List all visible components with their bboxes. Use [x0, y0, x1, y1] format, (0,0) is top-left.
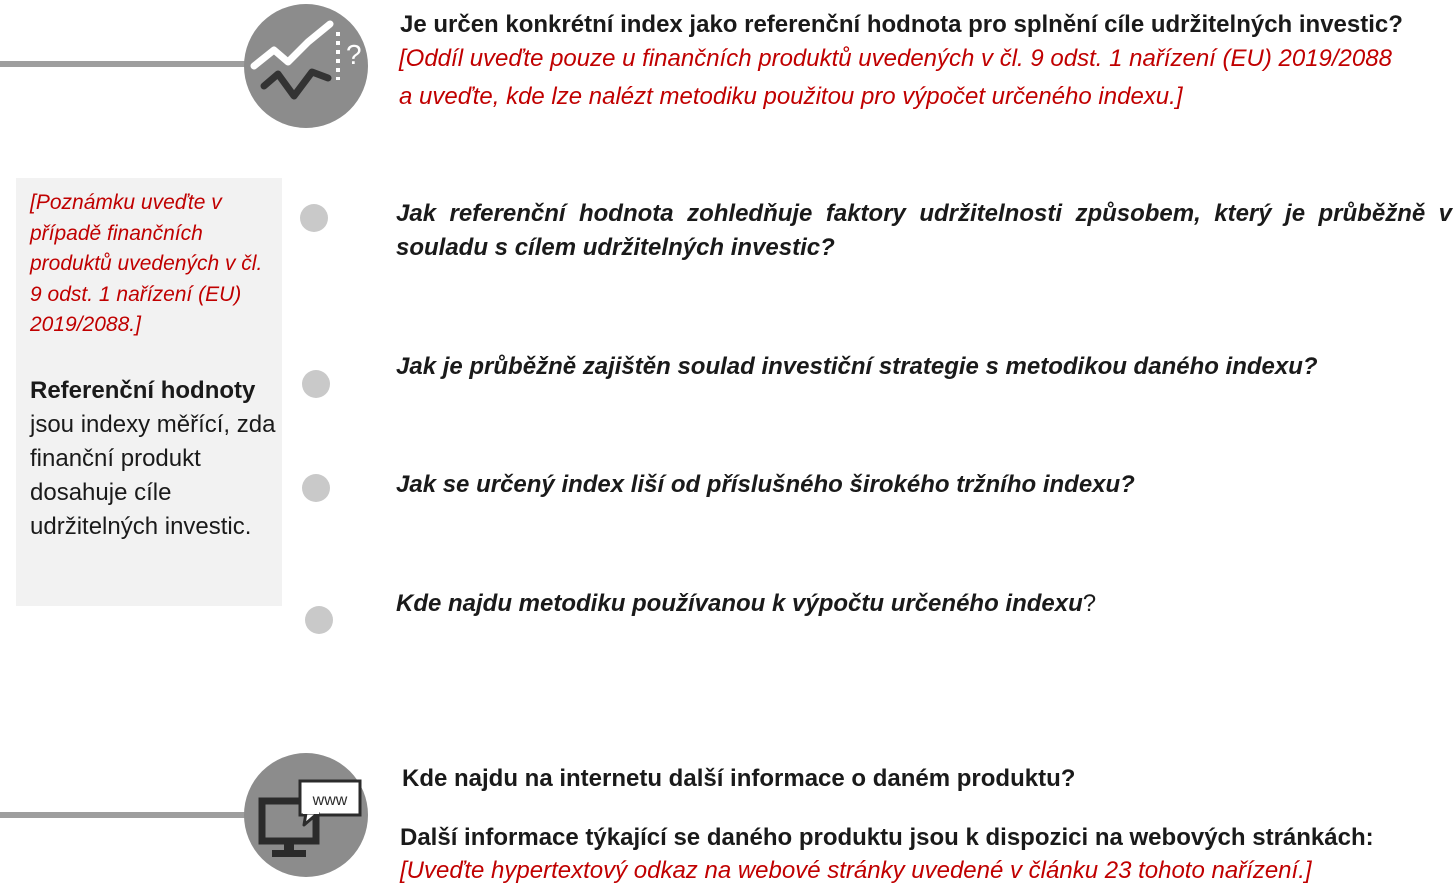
section1-title: Je určen konkrétní index jako referenční hodnota pro splnění cíle udržitelných investic? — [400, 11, 1403, 38]
bullet-dot — [300, 204, 328, 232]
www-label: www — [312, 792, 348, 809]
bullet-dot — [302, 370, 330, 398]
section3-note: [Uveďte hypertextový odkaz na webové stránky uvedené v článku 23 tohoto nařízení.] — [400, 857, 1312, 884]
question-2: Jak je průběžně zajištěn soulad investiční strategie s metodikou daného indexu? — [396, 353, 1318, 380]
section1-note-line2: a uveďte, kde lze nalézt metodiku použitou pro výpočet určeného indexu.] — [399, 83, 1183, 110]
side-info-box — [16, 178, 282, 606]
computer-www-icon — [244, 753, 368, 877]
section3-divider-line — [0, 812, 250, 818]
question-4-suffix: ? — [1082, 590, 1097, 617]
section3-title: Kde najdu na internetu další informace o daném produktu? — [402, 765, 1076, 792]
definition-term: Referenční hodnoty — [30, 377, 256, 404]
question-4-text: Kde najdu metodiku používanou k výpočtu určeného indexu — [396, 590, 1083, 617]
section3-info: Další informace týkající se daného produktu jsou k dispozici na webových stránkách: — [400, 824, 1374, 851]
section1-note-line1: [Oddíl uveďte pouze u finančních produktů uvedených v čl. 9 odst. 1 nařízení (EU) 2019/2088 — [399, 45, 1392, 72]
bullet-dot — [305, 606, 333, 634]
definition-text: jsou indexy měřící, zda finanční produkt dosahuje cíle udržitelných investic. — [30, 411, 276, 540]
chart-question-icon — [244, 4, 368, 128]
question-3: Jak se určený index liší od příslušného širokého tržního indexu? — [396, 471, 1135, 498]
bullet-dot — [302, 474, 330, 502]
question-mark-glyph: ? — [346, 39, 362, 70]
question-4 — [396, 587, 1452, 621]
question-1: Jak referenční hodnota zohledňuje faktory udržitelnosti způsobem, který je průběžně v souladu s cílem udržitelných investic? — [396, 200, 1452, 261]
section1-divider-line — [0, 61, 250, 67]
side-box-note: [Poznámku uveďte v případě finančních produktů uvedených v čl. 9 odst. 1 nařízení (EU) 2019/2088.] — [30, 191, 263, 336]
side-box-definition — [30, 374, 276, 544]
